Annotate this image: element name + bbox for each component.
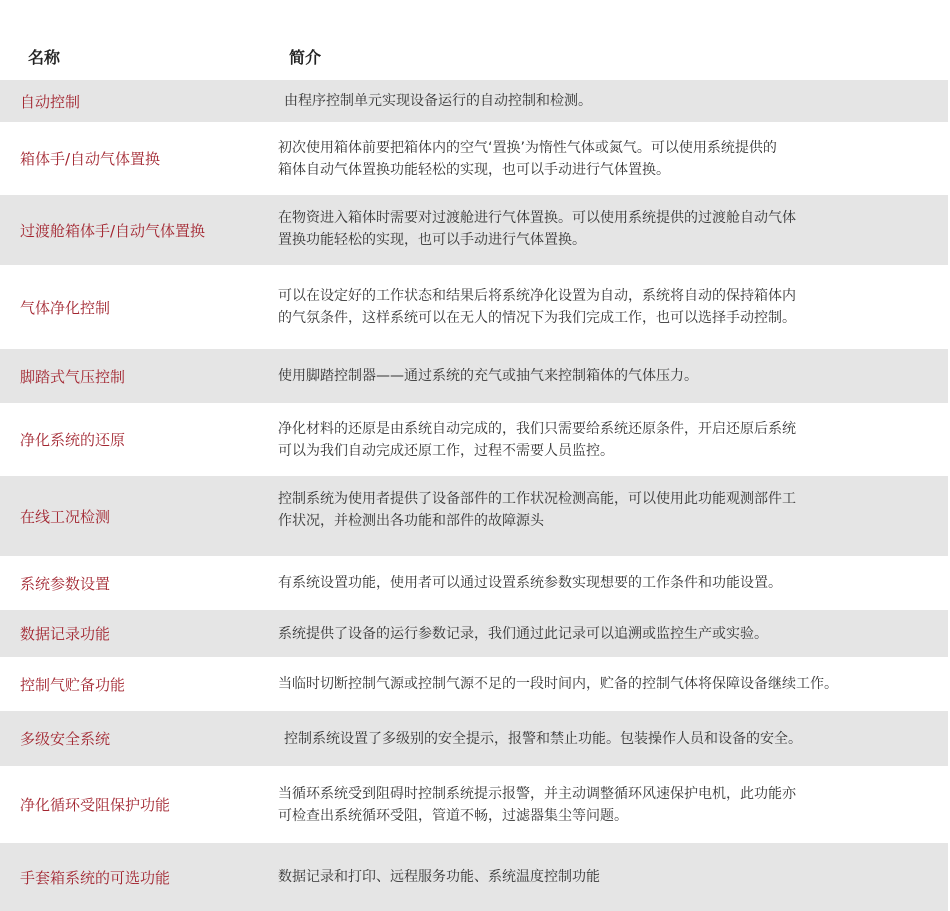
feature-description: 控制系统设置了多级别的安全提示，报警和禁止功能。包装操作人员和设备的安全。 [284,730,802,747]
table-row [0,843,948,911]
feature-name: 净化系统的还原 [20,431,126,449]
table-row [0,476,948,556]
column-header-name: 名称 [28,48,61,67]
feature-name: 过渡舱箱体手/自动气体置换 [20,221,206,240]
feature-name: 在线工况检测 [20,507,111,526]
table-row [0,766,948,843]
table-row [0,556,948,610]
feature-description: 在物资进入箱体时需要对过渡舱进行气体置换。可以使用系统提供的过渡舱自动气体 置换功能轻松的实现，也可以手动进行气体置换。 [278,210,796,248]
feature-description: 当临时切断控制气源或控制气源不足的一段时间内，贮备的控制气体将保障设备继续工作。 [278,676,838,692]
table-row [0,657,948,711]
feature-description: 由程序控制单元实现设备运行的自动控制和检测。 [284,93,592,109]
feature-description: 初次使用箱体前要把箱体内的空气‘置换’为惰性气体或氮气。可以使用系统提供的 箱体自动气体置换功能轻松的实现，也可以手动进行气体置换。 [278,139,777,178]
feature-name: 数据记录功能 [20,625,111,643]
feature-description: 当循环系统受到阻碍时控制系统提示报警，并主动调整循环风速保护电机，此功能亦 可检查出系统循环受阻，管道不畅，过滤器集尘等问题。 [278,785,796,824]
table-row [0,195,948,265]
feature-name: 自动控制 [20,92,81,111]
table-row [0,610,948,657]
feature-name: 手套箱系统的可选功能 [20,868,171,887]
feature-name: 系统参数设置 [20,574,111,593]
table-header [0,0,948,80]
feature-name: 多级安全系统 [20,730,111,748]
table-row [0,349,948,403]
feature-description: 净化材料的还原是由系统自动完成的，我们只需要给系统还原条件，开启还原后系统 可以为我们自动完成还原工作，过程不需要人员监控。 [278,420,796,459]
table-row [0,80,948,122]
table-row [0,711,948,766]
table-row [0,122,948,195]
table-row [0,265,948,349]
feature-description: 可以在设定好的工作状态和结果后将系统净化设置为自动，系统将自动的保持箱体内 的气氛条件，这样系统可以在无人的情况下为我们完成工作，也可以选择手动控制。 [278,288,796,326]
column-header-description: 简介 [289,48,322,67]
feature-name: 箱体手/自动气体置换 [20,150,161,168]
feature-name: 脚踏式气压控制 [20,367,126,386]
feature-description: 系统提供了设备的运行参数记录，我们通过此记录可以追溯或监控生产或实验。 [278,625,768,642]
feature-description: 使用脚踏控制器——通过系统的充气或抽气来控制箱体的气体压力。 [278,368,698,384]
feature-name: 气体净化控制 [20,298,111,317]
feature-name: 控制气贮备功能 [20,675,126,694]
feature-description: 数据记录和打印、远程服务功能、系统温度控制功能 [278,869,600,885]
feature-description: 控制系统为使用者提供了设备部件的工作状况检测高能，可以使用此功能观测部件工 作状况，并检测出各功能和部件的故障源头 [278,491,796,529]
table-row [0,403,948,476]
feature-name: 净化循环受阻保护功能 [20,796,171,814]
feature-description: 有系统设置功能，使用者可以通过设置系统参数实现想要的工作条件和功能设置。 [278,575,782,591]
